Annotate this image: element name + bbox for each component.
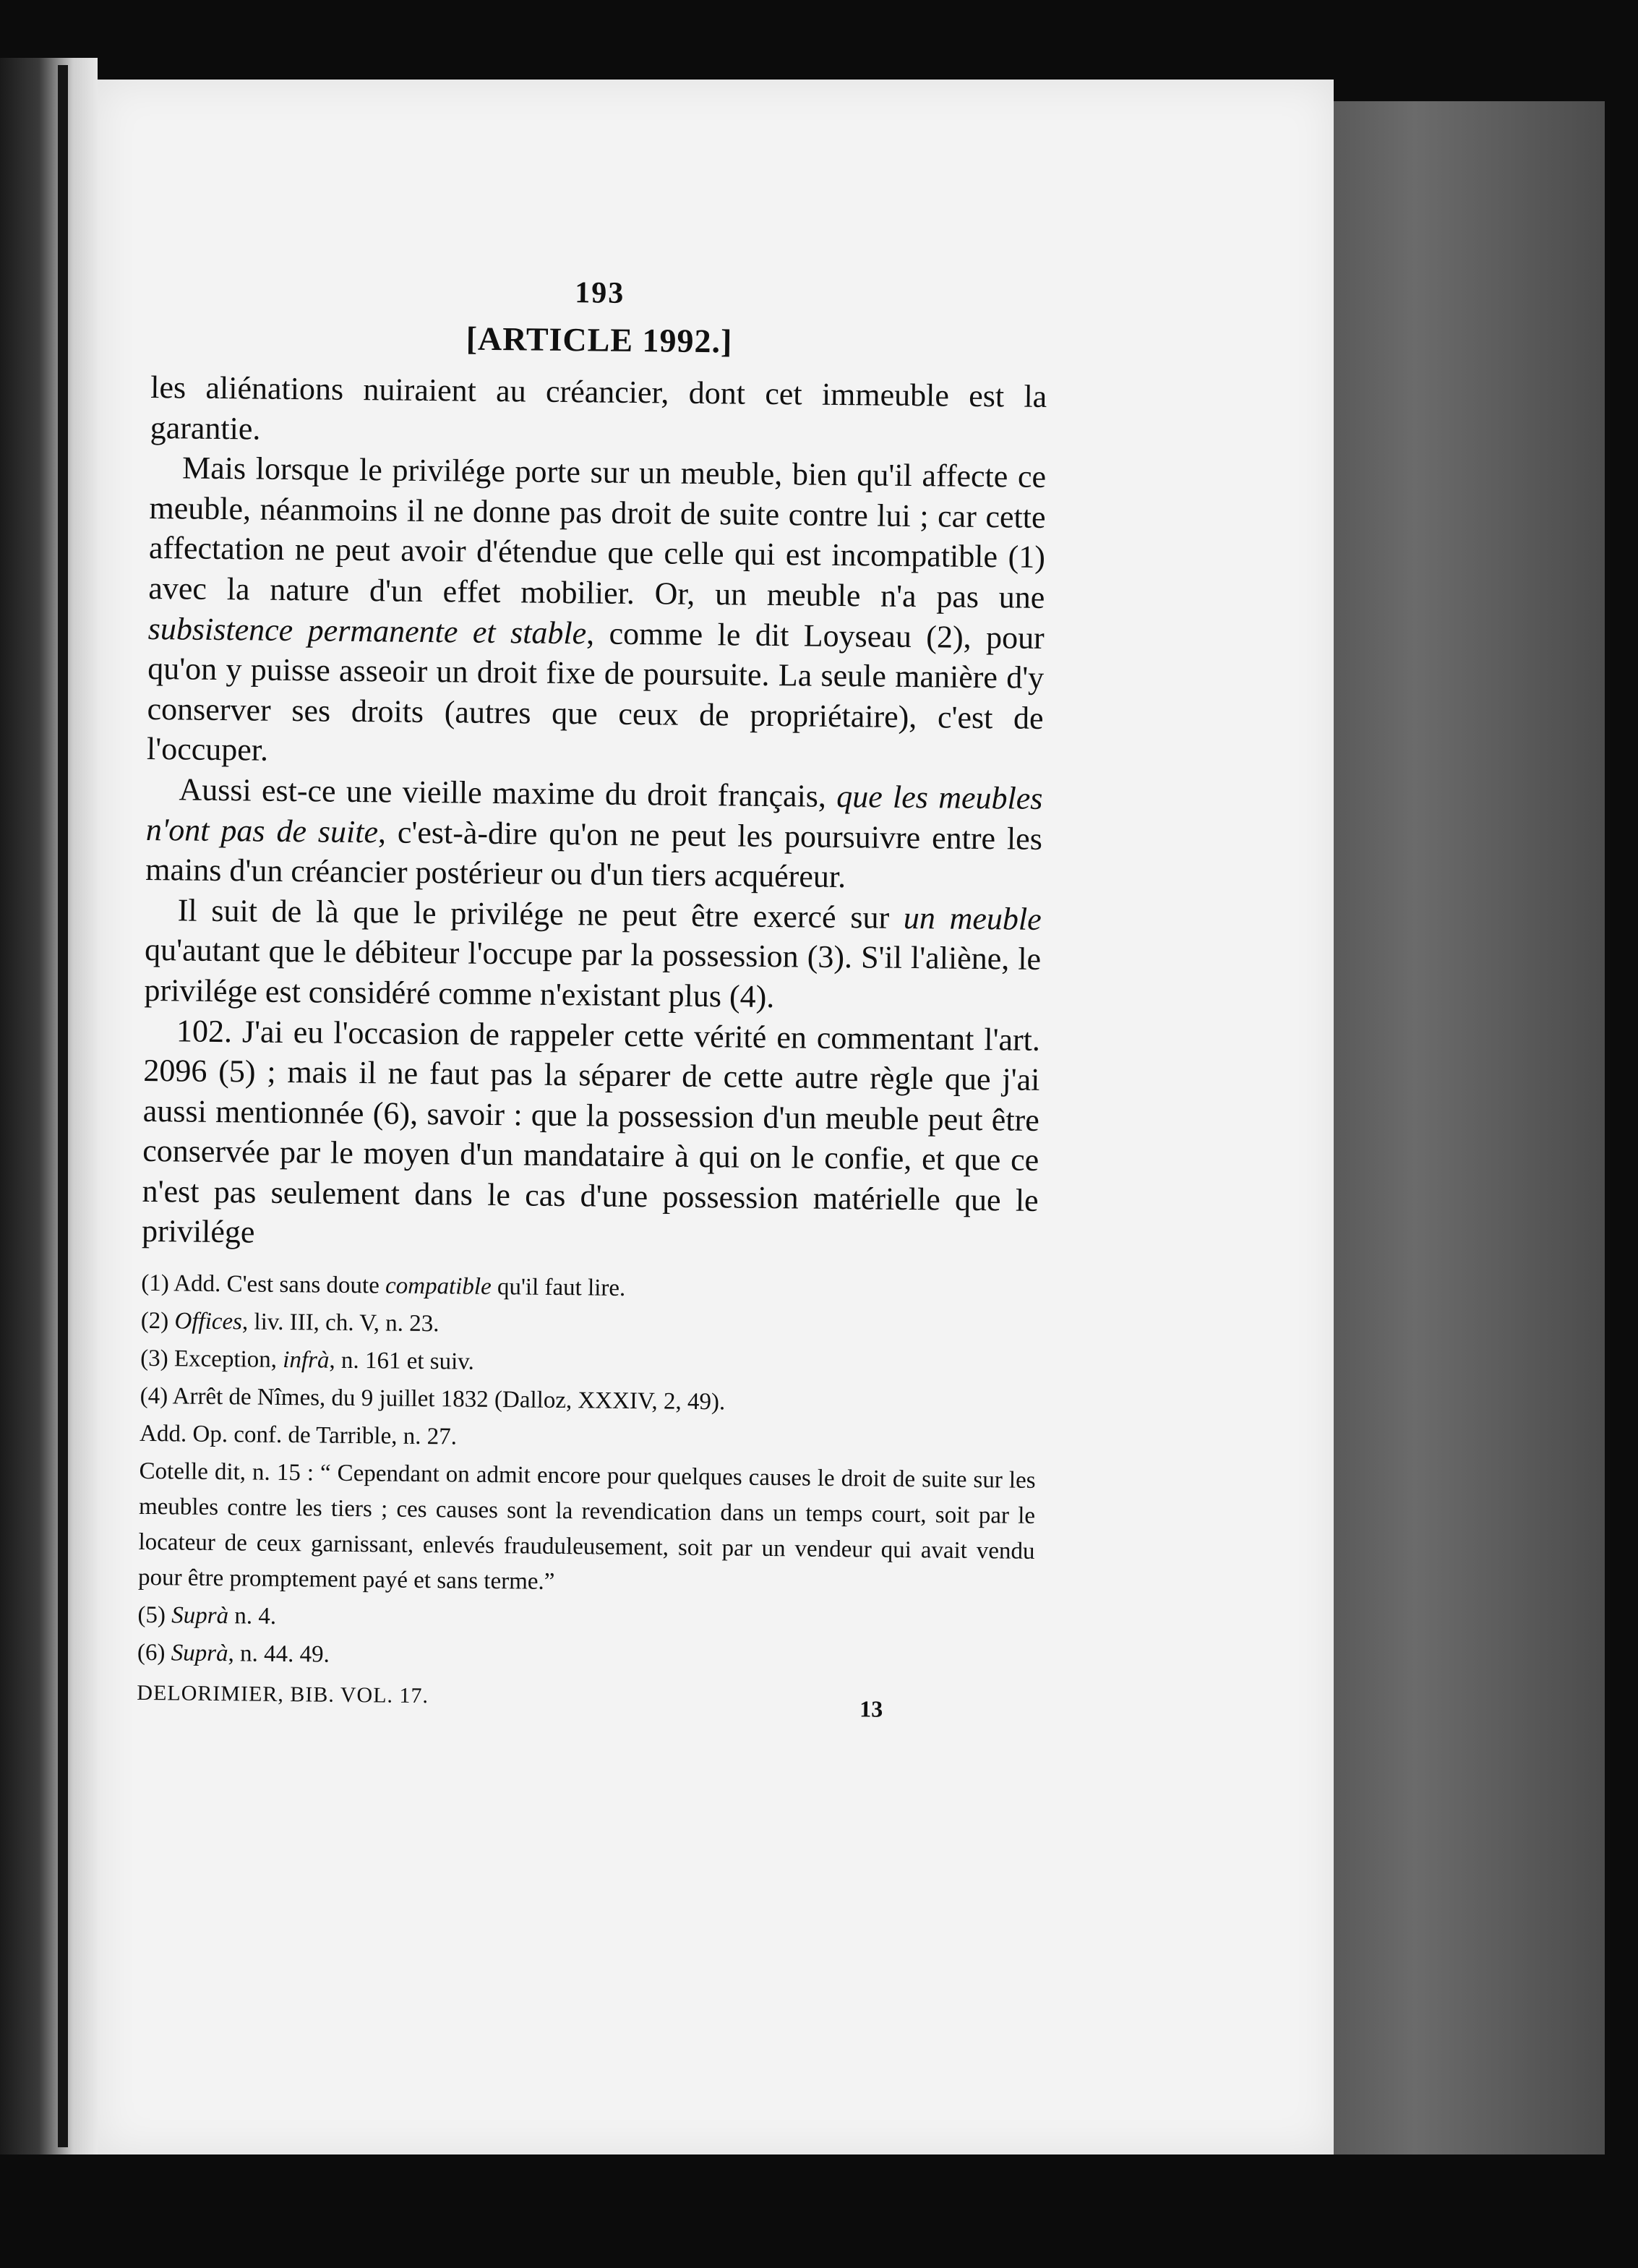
book-binding-strip: [1334, 101, 1605, 2154]
text-run: Cotelle dit, n. 15 : “ Cependant on admit encore pour quelques causes le droit de suite sur les meubles contre les tiers ; ces causes sont la revendication dans un temps court, soit par le locateur de ceux garnissant, enlevés frauduleusement, soit par un vendeur qui avait vendu pour être promptement payé et sans terme.”: [137, 1458, 1036, 1595]
page-number: 193: [574, 276, 625, 310]
binding-gutter: [58, 65, 68, 2147]
text-run: , n. 161 et suiv.: [329, 1347, 475, 1375]
left-page-edge: [0, 58, 98, 2154]
paragraph-5: [142, 1010, 1040, 1261]
text-run: Aussi est-ce une vieille maxime du droit français,: [179, 771, 837, 814]
text-run: (1) Add. C'est sans doute: [141, 1270, 386, 1299]
text-run: 102. J'ai eu l'occasion de rappeler cette vérité en commentant l'art. 2096 (5) ; mais il ne faut pas la séparer de cette autre règle que j'ai aussi mentionnée (6), savoir : que la possession d'un meuble peut être conservée par le moyen d'un mandataire à qui on le confie, et que ce n'est pas seulement dans le cas d'une possession matérielle que le privilége: [141, 1012, 1041, 1251]
footnote-4: [140, 1379, 1036, 1424]
text-run: , c'est-à-dire qu'on ne peut les poursuivre entre les mains d'un créancier postérieur ou d'un tiers acquéreur.: [145, 813, 1043, 895]
italic-phrase: Offices: [174, 1308, 243, 1335]
italic-phrase: subsistence permanente et stable: [147, 610, 587, 651]
text-run: (3) Exception,: [140, 1345, 283, 1374]
paragraph-1: les aliénations nuiraient au créancier, dont cet immeuble est la garantie.: [150, 369, 1047, 447]
text-run: qu'autant que le débiteur l'occupe par la possession (3). S'il l'aliène, le privilége est considéré comme n'existant plus (4).: [144, 932, 1042, 1014]
text-run: n. 4.: [228, 1603, 277, 1630]
text-run: Mais lorsque le privilége porte sur un meuble, bien qu'il affecte ce meuble, néanmoins il ne donne pas droit de suite contre lui ; car cette affectation ne peut avoir d'étendue que celle qui est incompatible (1) avec la nature d'un effet mobilier. Or, un meuble n'a pas une: [148, 450, 1047, 615]
italic-phrase: que les meubles n'ont pas de suite: [145, 778, 1043, 850]
text-run: qu'il faut lire.: [491, 1274, 626, 1302]
text-run: , comme le dit Loyseau (2), pour qu'on y puisse asseoir un droit fixe de poursuite. La seule manière d'y conserver ses droits (autres que ceux de propriétaire), c'est de l'occuper.: [146, 615, 1045, 769]
text-run: (4) Arrêt de Nîmes, du 9 juillet 1832 (Dalloz, XXXIV, 2, 49).: [140, 1382, 726, 1416]
signature-mark: 13: [859, 1695, 883, 1722]
footnote-8: [137, 1635, 1034, 1680]
imprint-line: DELORIMIER, BIB. VOL. 17.: [137, 1680, 429, 1708]
paragraph-2: [147, 448, 1047, 779]
footnote-6: [138, 1454, 1036, 1605]
italic-phrase: compatible: [385, 1272, 492, 1301]
italic-phrase: infrà: [283, 1347, 330, 1374]
paragraph-4: [144, 890, 1042, 1020]
footnote-1: [141, 1266, 1037, 1311]
text-run: (5): [137, 1601, 172, 1629]
italic-phrase: un meuble: [903, 899, 1042, 937]
footnote-3: [140, 1341, 1037, 1386]
italic-phrase: Suprà: [171, 1602, 229, 1630]
footnote-5: [140, 1416, 1036, 1461]
footnote-2: [141, 1304, 1037, 1348]
text-run: (2): [140, 1307, 175, 1335]
running-head: [ARTICLE 1992.]: [466, 320, 733, 360]
italic-phrase: Suprà: [171, 1640, 228, 1667]
body-text: [142, 367, 1047, 1261]
page-text-block: [137, 271, 1048, 1726]
text-run: , n. 44. 49.: [228, 1640, 330, 1668]
text-run: (6): [137, 1639, 171, 1666]
footnote-7: [137, 1598, 1034, 1643]
text-run: , liv. III, ch. V, n. 23.: [241, 1309, 439, 1338]
footnotes: [137, 1266, 1038, 1680]
text-run: Il suit de là que le privilége ne peut être exercé sur: [177, 892, 904, 936]
text-run: Add. Op. conf. de Tarrible, n. 27.: [139, 1420, 458, 1450]
paragraph-3: [145, 769, 1043, 899]
